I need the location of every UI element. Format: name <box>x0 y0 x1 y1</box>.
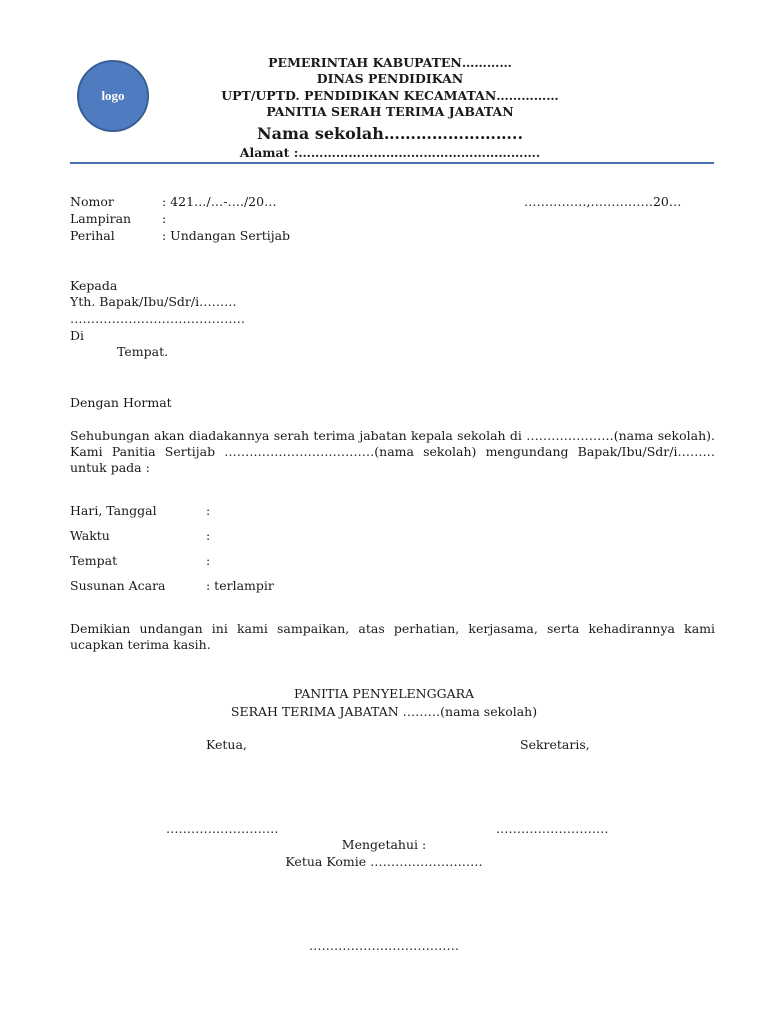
nomor-value: : 421…/…-…./20… <box>162 194 277 209</box>
detail-value-tempat: : <box>206 553 211 568</box>
signature-sekretaris-name: ……………………… <box>496 821 609 836</box>
recipient-kepada: Kepada <box>70 278 118 293</box>
header-school-name: Nama sekolah…………………….. <box>256 124 524 143</box>
school-logo <box>77 60 149 132</box>
header-address: Alamat :…………………………………………………. <box>239 145 541 160</box>
detail-value-waktu: : <box>206 528 211 543</box>
signature-komite-name: ……………………………… <box>309 938 459 953</box>
logo-text: logo <box>101 88 125 103</box>
signature-komite-title: Ketua Komie ……………………… <box>285 854 483 869</box>
greeting: Dengan Hormat <box>70 395 172 410</box>
lampiran-label: Lampiran <box>70 211 132 226</box>
perihal-value: : Undangan Sertijab <box>162 228 291 243</box>
recipient-dots: …………………………………… <box>70 311 245 326</box>
detail-label-waktu: Waktu <box>70 528 110 543</box>
recipient-tempat: Tempat. <box>117 344 169 359</box>
signature-org-line1: PANITIA PENYELENGGARA <box>293 686 475 701</box>
letterhead-divider <box>70 162 714 164</box>
detail-value-hari: : <box>206 503 211 518</box>
closing-paragraph: Demikian undangan ini kami sampaikan, atas perhatian, kerjasama, serta kehadirannya kami ucapkan terima kasih. <box>70 621 715 652</box>
perihal-label: Perihal <box>70 228 115 243</box>
header-government: PEMERINTAH KABUPATEN………… <box>268 55 512 70</box>
detail-label-hari: Hari, Tanggal <box>70 503 157 518</box>
signature-mengetahui: Mengetahui : <box>341 837 427 852</box>
recipient-yth: Yth. Bapak/Ibu/Sdr/i……… <box>70 294 237 309</box>
lampiran-value: : <box>162 211 167 226</box>
letter-date: ……………,……………20… <box>524 194 682 209</box>
detail-value-acara: : terlampir <box>206 578 274 593</box>
signature-org-line2: SERAH TERIMA JABATAN ………(nama sekolah) <box>230 704 538 719</box>
nomor-label: Nomor <box>70 194 114 209</box>
detail-label-tempat: Tempat <box>70 553 118 568</box>
signature-sekretaris-title: Sekretaris, <box>520 737 590 752</box>
detail-label-acara: Susunan Acara <box>70 578 166 593</box>
invitation-paragraph: Sehubungan akan diadakannya serah terima jabatan kepala sekolah di …………………(nama sekolah). Kami Panitia Sertijab ………………………………(nama sekolah) mengundang Bapak/Ibu/Sdr/i………untuk pada : <box>70 428 715 475</box>
header-upt: UPT/UPTD. PENDIDIKAN KECAMATAN…………… <box>221 88 559 103</box>
recipient-di: Di <box>70 328 85 343</box>
signature-ketua-name: ……………………… <box>166 821 279 836</box>
signature-ketua-title: Ketua, <box>206 737 247 752</box>
header-department: DINAS PENDIDIKAN <box>316 71 464 86</box>
header-committee: PANITIA SERAH TERIMA JABATAN <box>266 104 514 119</box>
